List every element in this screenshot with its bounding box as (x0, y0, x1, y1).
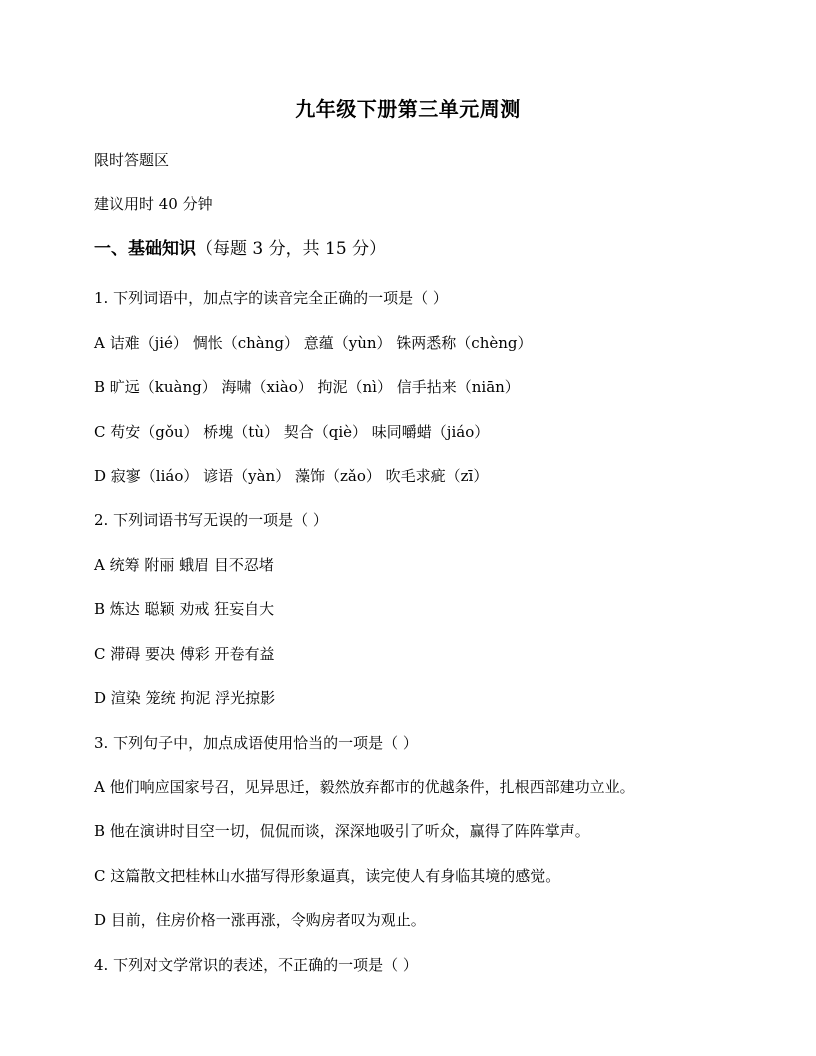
question-2-option-a: A 统筹 附丽 蛾眉 目不忍堵 (94, 556, 274, 574)
question-1-stem: 1. 下列词语中，加点字的读音完全正确的一项是（ ） (94, 289, 448, 307)
section-heading-title: 一、基础知识 (94, 239, 196, 259)
question-3-option-c: C 这篇散文把桂林山水描写得形象逼真，读完使人有身临其境的感觉。 (94, 867, 561, 885)
question-1-option-c: C 苟安（gǒu） 桥塊（tù） 契合（qiè） 味同嚼蜡（jiáo） (94, 423, 490, 441)
document-title: 九年级下册第三单元周测 (295, 97, 521, 121)
section-heading-scoring: （每题 3 分，共 15 分） (196, 239, 387, 259)
question-2-option-c: C 滞碍 要决 傅彩 开卷有益 (94, 645, 275, 663)
question-1-option-d: D 寂寥（liáo） 谚语（yàn） 藻饰（zǎo） 吹毛求疵（zī） (94, 467, 489, 485)
question-2-option-b: B 炼达 聪颖 劝戒 狂妄自大 (94, 600, 275, 618)
question-3-option-a: A 他们响应国家号召，见异思迁，毅然放弃都市的优越条件，扎根西部建功立业。 (94, 778, 635, 796)
section-heading (94, 238, 386, 260)
time-limit-zone-label: 限时答题区 (94, 151, 170, 169)
suggested-time-label: 建议用时 40 分钟 (94, 195, 213, 213)
question-3-stem: 3. 下列句子中，加点成语使用恰当的一项是（ ） (94, 734, 418, 752)
question-3-option-b: B 他在演讲时目空一切，侃侃而谈，深深地吸引了听众，赢得了阵阵掌声。 (94, 822, 590, 840)
question-2-stem: 2. 下列词语书写无误的一项是（ ） (94, 511, 328, 529)
question-4-stem: 4. 下列对文学常识的表述，不正确的一项是（ ） (94, 956, 418, 974)
question-3-option-d: D 目前，住房价格一涨再涨，令购房者叹为观止。 (94, 911, 426, 929)
question-1-option-a: A 诘难（jié） 惆怅（chàng） 意蕴（yùn） 铢两悉称（chèng） (94, 334, 533, 352)
question-1-option-b: B 旷远（kuàng） 海啸（xiào） 拘泥（nì） 信手拈来（niān） (94, 378, 520, 396)
question-2-option-d: D 渲染 笼统 拘泥 浮光掠影 (94, 689, 276, 707)
